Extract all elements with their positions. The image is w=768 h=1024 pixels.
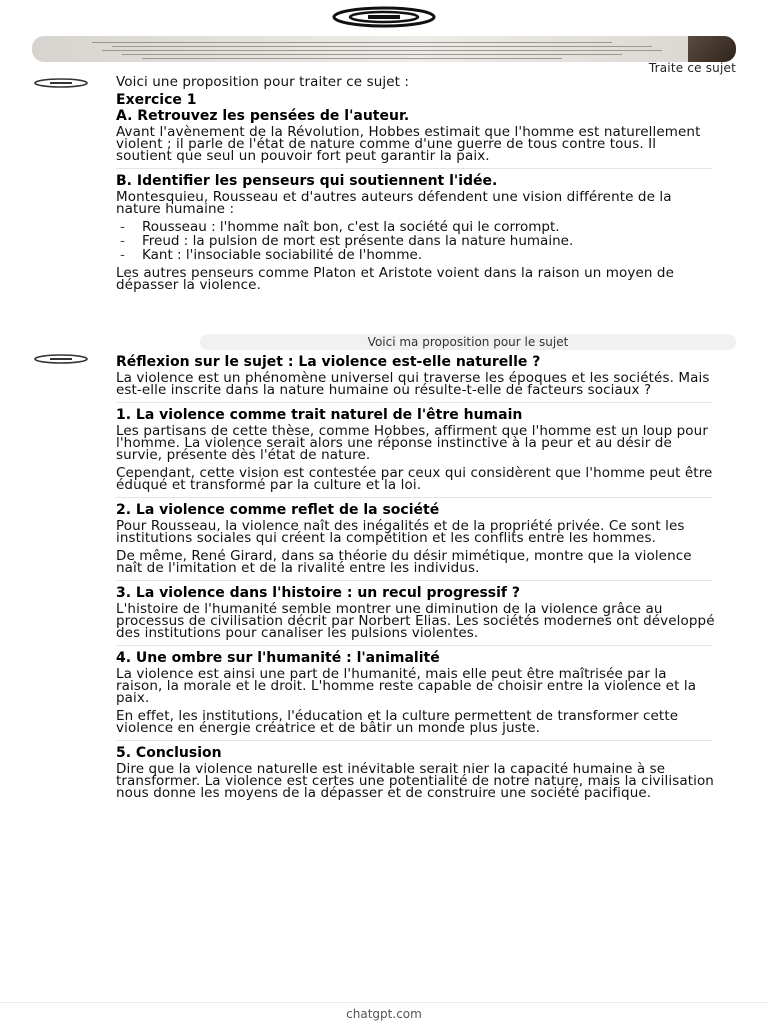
section-heading: 4. Une ombre sur l'humanité : l'animalité — [116, 650, 440, 666]
section-body: Les autres penseurs comme Platon et Aristote voient dans la raison un moyen de dépasser la violence. — [116, 265, 674, 293]
section-body: Pour Rousseau, la violence naît des inégalités et de la propriété privée. Ce sont les institutions sociales qui créent la compétition et les conflits entre les hommes. — [116, 518, 685, 546]
user-message — [649, 62, 736, 74]
section-body: Avant l'avènement de la Révolution, Hobbes estimait que l'homme est naturellement violent ; il parle de l'état de nature comme d'une guerre de tous contre tous. Il soutient que seul un pouvoir fort peut garantir la paix. — [116, 124, 701, 164]
list-item: - Freud : la pulsion de mort est présente dans la nature humaine. — [116, 235, 716, 247]
footer — [0, 1002, 768, 1024]
section-body: La violence est ainsi une part de l'humanité, mais elle peut être maîtrisée par la raison, la morale et le droit. L'homme reste capable de choisir entre la violence et la paix. — [116, 666, 697, 706]
section-heading: B. Identifier les penseurs qui soutiennent l'idée. — [116, 173, 498, 189]
bullet-list — [116, 221, 716, 261]
section-heading: A. Retrouvez les pensées de l'auteur. — [116, 108, 410, 124]
response-intro: Voici une proposition pour traiter ce sujet : — [116, 74, 410, 90]
footer-domain[interactable]: chatgpt.com — [346, 1006, 422, 1021]
divider — [116, 580, 712, 581]
top-bar — [0, 0, 768, 34]
user-message-text: Traite ce sujet — [648, 61, 736, 75]
section-body: En effet, les institutions, l'éducation et la culture permettent de transformer cette violence en énergie créatrice et de bâtir un monde plus juste. — [116, 708, 679, 736]
list-item: - Rousseau : l'homme naît bon, c'est la société qui le corrompt. — [116, 221, 716, 233]
list-item: - Kant : l'insociable sociabilité de l'homme. — [116, 249, 716, 261]
section-body: L'histoire de l'humanité semble montrer une diminution de la violence grâce au processus de civilisation décrit par Norbert Elias. Les sociétés modernes ont développé des institutions pour canaliser les pulsions violentes. — [116, 601, 715, 641]
photo-corner — [688, 36, 736, 62]
assistant-avatar-icon — [32, 354, 90, 364]
section-body: Cependant, cette vision est contestée par ceux qui considèrent que l'homme peut être éduqué et transformé par la culture et la loi. — [116, 465, 713, 493]
section-body: Montesquieu, Rousseau et d'autres auteurs défendent une vision différente de la nature humaine : — [116, 189, 672, 217]
exercise-title: Exercice 1 — [116, 92, 197, 108]
divider — [116, 740, 712, 741]
chatgpt-logo-icon[interactable] — [332, 6, 436, 28]
divider — [116, 645, 712, 646]
divider — [116, 168, 712, 169]
assistant-response — [116, 76, 716, 297]
section-body: Les partisans de cette thèse, comme Hobbes, affirment que l'homme est un loup pour l'homme. La violence serait alors une réponse instinctive à la peur et au désir de survie, présente dès l'état de nature. — [116, 423, 708, 463]
user-message-pill — [200, 334, 736, 350]
section-heading: 2. La violence comme reflet de la société — [116, 502, 440, 518]
section-body: Dire que la violence naturelle est inévitable serait nier la capacité humaine à se transformer. La violence est certes une potentialité de notre nature, mais la civilisation nous donne les moyens de la dépasser et de construire une société pacifique. — [116, 761, 714, 801]
response-intro: La violence est un phénomène universel qui traverse les époques et les sociétés. Mais est-elle inscrite dans la nature humaine ou résulte-t-elle de facteurs sociaux ? — [116, 370, 710, 398]
assistant-response — [116, 356, 716, 805]
divider — [116, 497, 712, 498]
response-title: Réflexion sur le sujet : La violence est-elle naturelle ? — [116, 354, 541, 370]
section-heading: 3. La violence dans l'histoire : un recul progressif ? — [116, 585, 520, 601]
pill-text: Voici ma proposition pour le sujet — [367, 335, 569, 349]
section-body: De même, René Girard, dans sa théorie du désir mimétique, montre que la violence naît de l'imitation et de la rivalité entre les individus. — [116, 548, 692, 576]
section-heading: 1. La violence comme trait naturel de l'être humain — [116, 407, 523, 423]
divider — [116, 402, 712, 403]
assistant-avatar-icon — [32, 78, 90, 88]
uploaded-photo[interactable] — [32, 36, 736, 62]
section-heading: 5. Conclusion — [116, 745, 222, 761]
